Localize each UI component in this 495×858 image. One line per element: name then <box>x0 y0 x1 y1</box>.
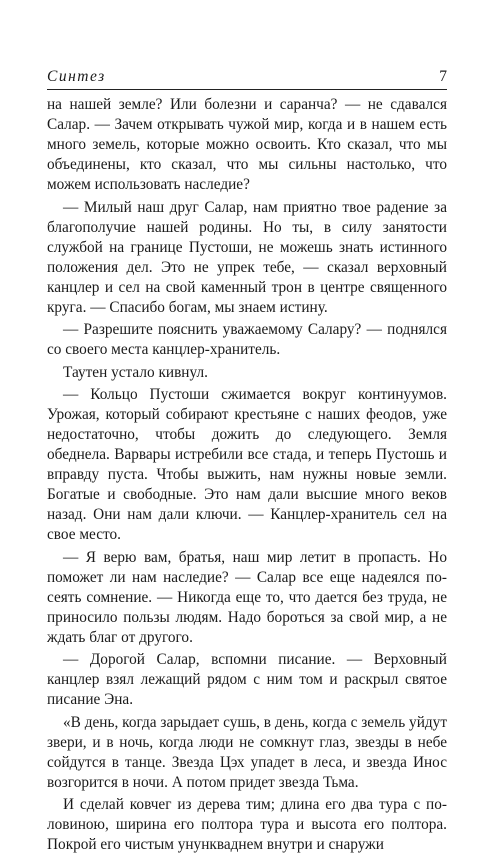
book-page <box>47 0 447 853</box>
paragraph: — Милый наш друг Салар, нам приятно твое радение за благополучие нашей родины. Но ты, в силу занятости службой на границе Пустоши, не можешь знать истинного положения дел. Это не упрек тебе, — сказал верховный канцлер и сел на свой каменный трон в центре священного круга. — Спасибо богам, мы знаем истину. <box>47 198 447 316</box>
paragraph: — Дорогой Салар, вспомни писание. — Верховный канцлер взял лежащий рядом с ним том и раскрыл святое писание Эна. <box>47 651 447 708</box>
body-text <box>47 95 447 858</box>
page-number: 7 <box>439 68 447 85</box>
running-head <box>47 68 447 88</box>
paragraph: И сделай ковчег из дерева тим; длина его два тура с половиною, ширина его полтора тура и высота его полтора. Покрой его чистым унункваднем внутри и снаружи <box>47 796 447 853</box>
chapter-title: Синтез <box>47 68 106 85</box>
paragraph: «В день, когда зарыдает сушь, в день, когда с земель уйдут звери, и в ночь, когда люди не сомкнут глаз, звезды в небе сойдутся в танце. Звезда Цэх упадет в леса, и звезда Инос возгорится в ночи. А потом придет звезда Тьма. <box>47 713 447 791</box>
paragraph: на нашей земле? Или болезни и саранча? — не сдавался Салар. — Зачем открывать чужой мир, когда и в нашем есть много земель, которые можно освоить. Кто сказал, что мы объединены, кто сказал, что мы сильны настолько, что можем использовать наследие? <box>47 96 447 193</box>
paragraph: Таутен устало кивнул. <box>63 363 208 381</box>
paragraph: — Кольцо Пустоши сжимается вокруг континуумов. Урожая, который собирают крестьяне с наших феодов, уже недостаточно, чтобы дожить до следующего. Земля обеднела. Варвары истребили все стада, и теперь Пустошь и вправду пуста. Чтобы выжить, нам нужны новые земли. Богатые и свободные. Это нам дали высшие много веков назад. Они нам дали ключи. — Канцлер-хранитель сел на свое место. <box>47 386 447 543</box>
paragraph: — Разрешите пояснить уважаемому Салару? — поднялся со своего места канцлер-хранитель. <box>47 321 447 358</box>
paragraph: — Я верю вам, братья, наш мир летит в пропасть. Но поможет ли нам наследие? — Салар все еще надеялся посеять сомнение. — Никогда еще то, что дается без труда, не приносило пользы людям. Надо бороться за свой мир, а не ждать благ от другого. <box>47 548 447 646</box>
header-divider <box>47 89 447 90</box>
